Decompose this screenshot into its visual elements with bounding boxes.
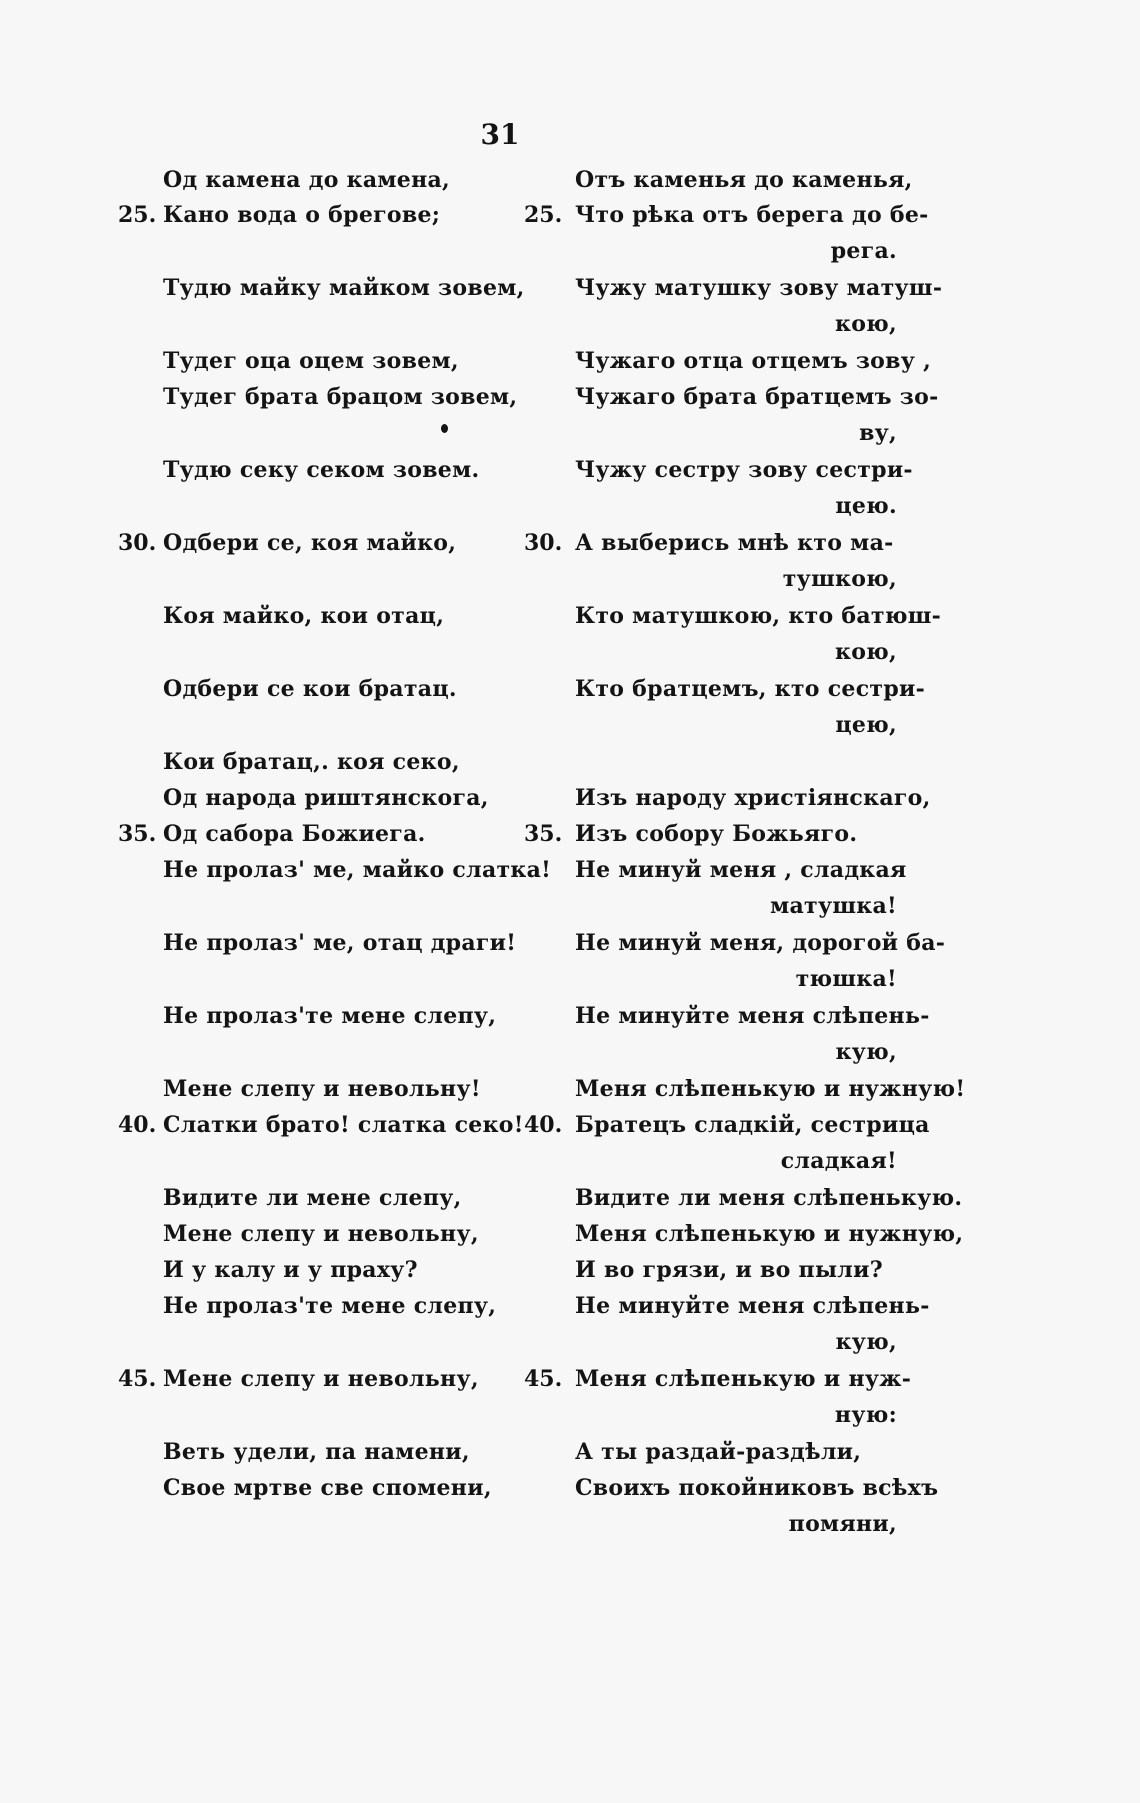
left-line: Тудег оца оцем зовем, (163, 348, 459, 374)
right-line: Своихъ покойниковъ всѣхъ (575, 1475, 939, 1501)
verse-number: 30. (524, 530, 563, 556)
left-line: И у калу и у праху? (163, 1257, 418, 1283)
right-line: Видите ли меня слѣпенькую. (575, 1185, 963, 1211)
verse-number: 40. (524, 1112, 563, 1138)
page-number: 31 (480, 118, 520, 151)
left-line: Свое мртве све спомени, (163, 1475, 492, 1501)
left-line: Коя майко, кои отац, (163, 603, 445, 629)
right-line: А выберись мнѣ кто ма- (575, 530, 894, 556)
right-line-continuation: цею. (835, 493, 897, 519)
left-line: Не пролаз' ме, отац драги! (163, 930, 517, 956)
right-line-continuation: рега. (830, 238, 897, 264)
right-line: Не минуй меня , сладкая (575, 857, 907, 883)
right-line: Меня слѣпенькую и нужную! (575, 1076, 966, 1102)
left-line: Мене слепу и невольну, (163, 1366, 479, 1392)
verse-number: 45. (118, 1366, 157, 1392)
right-line-continuation: тушкою, (782, 566, 897, 592)
right-line: Кто братцемъ, кто сестри- (575, 676, 926, 702)
right-line-continuation: ную: (834, 1402, 897, 1428)
verse-number: 25. (524, 202, 563, 228)
left-line: Веть удели, па намени, (163, 1439, 470, 1465)
left-line: Тудю секу секом зовем. (163, 457, 480, 483)
right-line: Кто матушкою, кто батюш- (575, 603, 942, 629)
right-line-continuation: матушка! (770, 893, 897, 919)
right-line-continuation: кою, (835, 639, 897, 665)
right-line: А ты раздай-раздѣли, (575, 1439, 862, 1465)
left-line: Тудег брата брацом зовем, (163, 384, 518, 410)
right-line-continuation: ву, (859, 420, 897, 446)
left-line: Одбери се, коя майко, (163, 530, 457, 556)
right-line: Чужаго брата братцемъ зо- (575, 384, 939, 410)
right-line-continuation: кою, (835, 311, 897, 337)
right-line-continuation: кую, (835, 1329, 897, 1355)
verse-number: 35. (118, 821, 157, 847)
left-line: Од сабора Божиега. (163, 821, 426, 847)
right-line: Не минуйте меня слѣпень- (575, 1003, 930, 1029)
right-line: Что рѣка отъ берега до бе- (575, 202, 929, 228)
right-line: Меня слѣпенькую и нужную, (575, 1221, 964, 1247)
left-line: Слатки брато! слатка секо! (163, 1112, 524, 1138)
right-line-continuation: кую, (835, 1039, 897, 1065)
right-line: Отъ каменья до каменья, (575, 167, 913, 193)
left-line: Од камена до камена, (163, 167, 451, 193)
right-line: Чужу сестру зову сестри- (575, 457, 913, 483)
verse-number: 45. (524, 1366, 563, 1392)
left-line: Не пролаз'те мене слепу, (163, 1293, 497, 1319)
ink-dot (441, 424, 448, 433)
right-line-continuation: тюшка! (795, 966, 897, 992)
left-line: Видите ли мене слепу, (163, 1185, 462, 1211)
left-line: Од народа риштянскога, (163, 785, 489, 811)
left-line: Не пролаз'те мене слепу, (163, 1003, 497, 1029)
right-line-continuation: помяни, (788, 1511, 897, 1537)
right-line: И во грязи, и во пыли? (575, 1257, 883, 1283)
left-line: Тудю майку майком зовем, (163, 275, 525, 301)
left-line: Одбери се кои братац. (163, 676, 457, 702)
left-line: Не пролаз' ме, майко слатка! (163, 857, 552, 883)
verse-number: 25. (118, 202, 157, 228)
right-line: Не минуйте меня слѣпень- (575, 1293, 930, 1319)
right-line: Изъ собору Божьяго. (575, 821, 858, 847)
left-line: Кои братац,. коя секо, (163, 749, 460, 775)
right-line: Братецъ сладкій, сестрица (575, 1112, 930, 1138)
right-line: Не минуй меня, дорогой ба- (575, 930, 946, 956)
right-line: Чужаго отца отцемъ зову , (575, 348, 932, 374)
left-line: Мене слепу и невольну! (163, 1076, 481, 1102)
right-line-continuation: сладкая! (780, 1148, 897, 1174)
right-line-continuation: цею, (835, 712, 897, 738)
right-line: Изъ народу христіянскаго, (575, 785, 931, 811)
right-line: Чужу матушку зову матуш- (575, 275, 943, 301)
verse-number: 30. (118, 530, 157, 556)
verse-number: 40. (118, 1112, 157, 1138)
verse-number: 35. (524, 821, 563, 847)
right-line: Меня слѣпенькую и нуж- (575, 1366, 912, 1392)
left-line: Кано вода о брегове; (163, 202, 441, 228)
left-line: Мене слепу и невольну, (163, 1221, 479, 1247)
